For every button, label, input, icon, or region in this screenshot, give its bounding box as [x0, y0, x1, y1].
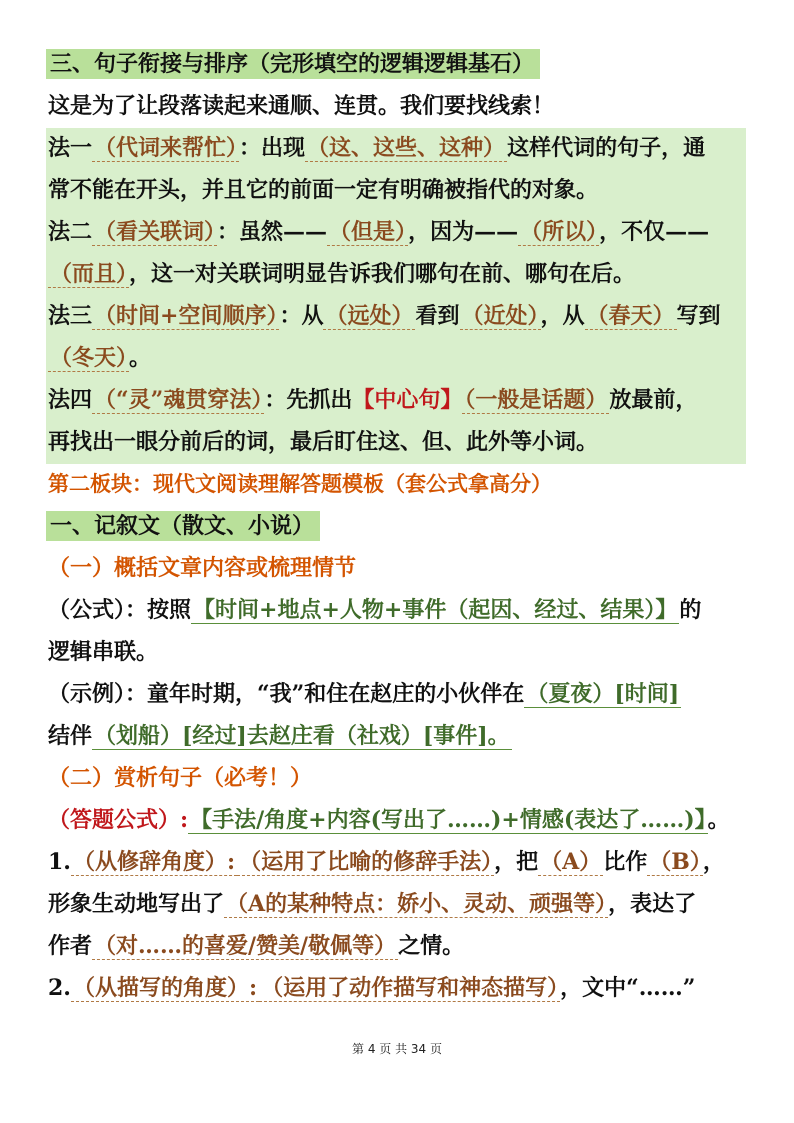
part-1-example-line-2	[48, 716, 512, 756]
item-1-a: （A）	[540, 849, 602, 875]
item-2-number: 2.	[48, 975, 71, 1001]
method-4-line-1	[48, 380, 697, 420]
method-2-example-3: （而且）	[50, 261, 128, 287]
method-3-example-2: （近处）	[461, 303, 539, 329]
method-1-text-a: ：出现	[239, 135, 306, 161]
part-1-heading: （一）概括文章内容或梳理情节	[48, 555, 357, 581]
part-1-formula-tail: 的	[679, 597, 702, 623]
method-2-line-2	[48, 254, 635, 294]
page-footer: 第 4 页 共 34 页	[352, 1042, 442, 1056]
item-1-line-3	[48, 926, 464, 966]
item-1-emotion: （对……的喜爱/赞美/敬佩等）	[94, 933, 397, 959]
method-4-tag: （“灵”魂贯穿法）	[94, 387, 263, 413]
item-1-angle: （从修辞角度）:	[72, 849, 236, 875]
part-2-formula-label: （答题公式）:	[48, 807, 189, 833]
method-3-text-a: ：从	[279, 303, 324, 329]
method-2-text-c: ，不仅——	[599, 219, 710, 245]
narrative-heading-text: 一、记叙文（散文、小说）	[46, 511, 320, 541]
part-1-example-line-1	[48, 674, 681, 714]
part-2-heading: （二）赏析句子（必考！）	[48, 765, 313, 791]
method-4-text-a: ：先抓出	[264, 387, 353, 413]
item-1-text-c: ，	[702, 849, 725, 875]
item-1-line-1	[48, 842, 725, 882]
item-1-method: （运用了比喻的修辞手法）	[239, 849, 493, 875]
method-3-tag: （时间+空间顺序）	[94, 303, 278, 329]
method-3-example-3: （春天）	[586, 303, 675, 329]
narrative-heading	[46, 506, 320, 546]
method-2-text-d: ，这一对关联词明显告诉我们哪句在前、哪句在后。	[129, 261, 636, 287]
item-1-line-2	[48, 884, 696, 924]
item-2-text-a: ，文中“……”	[560, 975, 696, 1001]
part-2-formula-line	[48, 800, 730, 840]
method-4-example-2: （一般是话题）	[464, 387, 608, 413]
method-3-text-e: 。	[129, 345, 152, 371]
part-1-formula-label: （公式）：按照	[48, 597, 192, 623]
section-intro: 这是为了让段落读起来通顺、连贯。我们要找线索！	[48, 93, 555, 119]
method-3-line-1	[48, 296, 721, 336]
method-2-text-b: ，因为——	[408, 219, 519, 245]
block-2-title: 第二板块：现代文阅读理解答题模板（套公式拿高分）	[48, 471, 552, 496]
section-title	[46, 44, 540, 84]
item-1-line-2-suffix: ，表达了	[608, 891, 697, 917]
method-3-example-1: （远处）	[325, 303, 414, 329]
method-3-text-b: 看到	[415, 303, 460, 329]
item-1-line-2-prefix: 形象生动地写出了	[48, 891, 225, 917]
item-1-line-3-suffix: 之情。	[398, 933, 465, 959]
part-1-example-label: （示例）：童年时期，“我”和住在赵庄的小伙伴在	[48, 681, 525, 707]
method-3-line-2	[48, 338, 151, 378]
part-1-formula-line-2: 逻辑串联。	[48, 639, 159, 665]
item-1-number: 1.	[48, 849, 71, 875]
method-1-text-b: 这样代词的句子，通	[507, 135, 706, 161]
part-1-formula-line-1	[48, 590, 701, 630]
method-2-text-a: ：虽然——	[217, 219, 328, 245]
part-2-formula-tail: 。	[707, 807, 730, 833]
item-1-feature: （A的某种特点：娇小、灵动、顽强等）	[226, 891, 607, 917]
method-2-example-2: （所以）	[520, 219, 598, 245]
method-4-example-1: 【中心句】	[352, 387, 463, 413]
method-1-line-1	[48, 128, 705, 168]
item-2-angle: （从描写的角度）:	[72, 975, 258, 1001]
item-2-method: （运用了动作描写和神态描写）	[261, 975, 559, 1001]
method-2-example-1: （但是）	[329, 219, 407, 245]
method-3-example-4: （冬天）	[50, 345, 128, 371]
part-1-example-prefix: 结伴	[48, 723, 93, 749]
part-1-example-a: （夏夜）[时间]	[526, 681, 680, 707]
method-3-text-c: ，从	[540, 303, 585, 329]
item-1-text-b: 比作	[603, 849, 648, 875]
method-4-line-2: 再找出一眼分前后的词，最后盯住这、但、此外等小词。	[48, 429, 599, 455]
method-2-tag: （看关联词）	[94, 219, 216, 245]
part-2-formula: 【手法/角度+内容(写出了……)+情感(表达了……)】	[190, 807, 706, 833]
method-3-label: 法三	[48, 303, 93, 329]
method-1-line-2: 常不能在开头，并且它的前面一定有明确被指代的对象。	[48, 177, 599, 203]
method-1-example: （这、这些、这种）	[307, 135, 506, 161]
item-2-line-1	[48, 968, 695, 1008]
section-title-text: 三、句子衔接与排序（完形填空的逻辑逻辑基石）	[46, 49, 540, 79]
method-1-label: 法一	[48, 135, 93, 161]
item-1-b: （B）	[649, 849, 701, 875]
method-2-line-1	[48, 212, 709, 252]
method-4-label: 法四	[48, 387, 93, 413]
part-1-example-b: （划船）[经过]去赵庄看（社戏）[事件]。	[94, 723, 510, 749]
method-1-tag: （代词来帮忙）	[94, 135, 238, 161]
method-2-label: 法二	[48, 219, 93, 245]
method-4-text-b: 放最前，	[609, 387, 698, 413]
method-3-text-d: 写到	[676, 303, 721, 329]
item-1-text-a: ，把	[494, 849, 539, 875]
item-1-line-3-prefix: 作者	[48, 933, 93, 959]
part-1-formula: 【时间+地点+人物+事件（起因、经过、结果）】	[193, 597, 678, 623]
